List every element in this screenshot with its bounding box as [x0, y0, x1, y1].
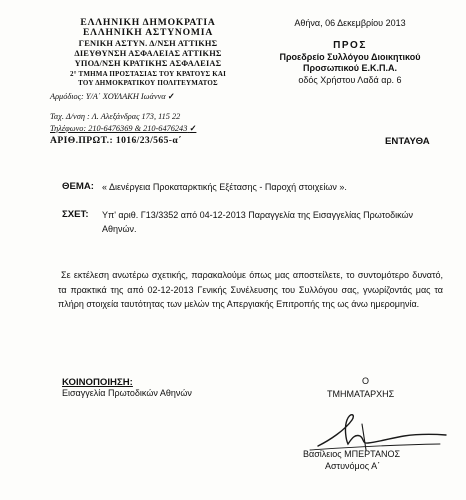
signature-article: Ο [362, 376, 370, 386]
recipient-address: οδός Χρήστου Λαδά αρ. 6 [298, 75, 402, 85]
header-police: ΕΛΛΗΝΙΚΗ ΑΣΤΥΝΟΜΙΑ [82, 27, 214, 38]
subject-label: ΘΕΜΑ: [62, 181, 94, 192]
signatory-name: Βασίλειος ΜΠΕΡΤΑΝΟΣ [303, 449, 401, 459]
body-paragraph: Σε εκτέλεση ανωτέρω σχετικής, παρακαλούμε όπως μας αποστείλετε, το συντομότερο δυνατό, τα πρακτικά της από 02-12-2013 Γενικής Συνέλευσης του Συλλόγου σας, γνωρίζοντάς μας τα πλήρη στοιχεία ταυτότητας των μελών της Απεργιακής Επιτροπής της ως άνω ημερομηνία. [58, 270, 443, 309]
recipient-line1: Προεδρείο Συλλόγου Διοικητικού [279, 52, 421, 62]
address: Ταχ. Δ/νση : Λ. Αλεξάνδρας 173, 115 22 [50, 112, 181, 121]
check-mark-icon: ✓ [167, 92, 175, 101]
protocol-number: ΑΡΙΘ.ΠΡΩΤ.: 1016/23/565-α΄ [50, 135, 182, 146]
signatory-rank: Αστυνόμος Α΄ [325, 461, 381, 471]
related-line2: Αθηνών. [102, 224, 137, 234]
related-line1: Υπ' αριθ. Γ13/3352 από 04-12-2013 Παραγγελία της Εισαγγελίας Πρωτοδικών [102, 210, 414, 220]
header-general-directorate: ΓΕΝΙΚΗ ΑΣΤΥΝ. Δ/ΝΣΗ ΑΤΤΙΚΗΣ [78, 39, 218, 48]
phones-text: Τηλέφωνο: 210-6476369 & 210-6476243 [50, 124, 188, 133]
header-state: ΕΛΛΗΝΙΚΗ ΔΗΜΟΚΡΑΤΙΑ [80, 17, 216, 28]
recipient-line2: Προσωπικού Ε.Κ.Π.Α. [303, 63, 397, 73]
header-department-cont: ΤΟΥ ΔΗΜΟΚΡΑΤΙΚΟΥ ΠΟΛΙΤΕΥΜΑΤΟΣ [78, 79, 218, 87]
responsible-officer [50, 92, 175, 102]
header-department: 2° ΤΜΗΜΑ ΠΡΟΣΤΑΣΙΑΣ ΤΟΥ ΚΡΑΤΟΥΣ ΚΑΙ [69, 70, 227, 78]
to-label: ΠΡΟΣ [333, 40, 367, 51]
responsible-text: Αρμόδιος: Υ/Α΄ ΧΟΥΛΑΚΗ Ιωάννα [50, 92, 166, 101]
notification-recipient: Εισαγγελία Πρωτοδικών Αθηνών [62, 388, 192, 398]
signature-title: ΤΜΗΜΑΤΑΡΧΗΣ [327, 389, 395, 399]
check-mark-icon: ✓ [189, 124, 197, 133]
place-date: Αθήνα, 06 Δεκεμβρίου 2013 [294, 18, 406, 28]
location-marker: ΕΝΤΑΥΘΑ [385, 136, 430, 147]
subject-text: « Διενέργεια Προκαταρκτικής Εξέτασης - Παροχή στοιχείων ». [102, 182, 347, 192]
header-state-security: ΥΠΟΔ/ΝΣΗ ΚΡΑΤΙΚΗΣ ΑΣΦΑΛΕΙΑΣ [74, 59, 222, 68]
header-security-directorate: ΔΙΕΥΘΥΝΣΗ ΑΣΦΑΛΕΙΑΣ ΑΤΤΙΚΗΣ [74, 49, 222, 58]
notification-label: ΚΟΙΝΟΠΟΙΗΣΗ: [62, 377, 133, 388]
phones [50, 124, 196, 134]
related-label: ΣΧΕΤ: [62, 209, 89, 220]
